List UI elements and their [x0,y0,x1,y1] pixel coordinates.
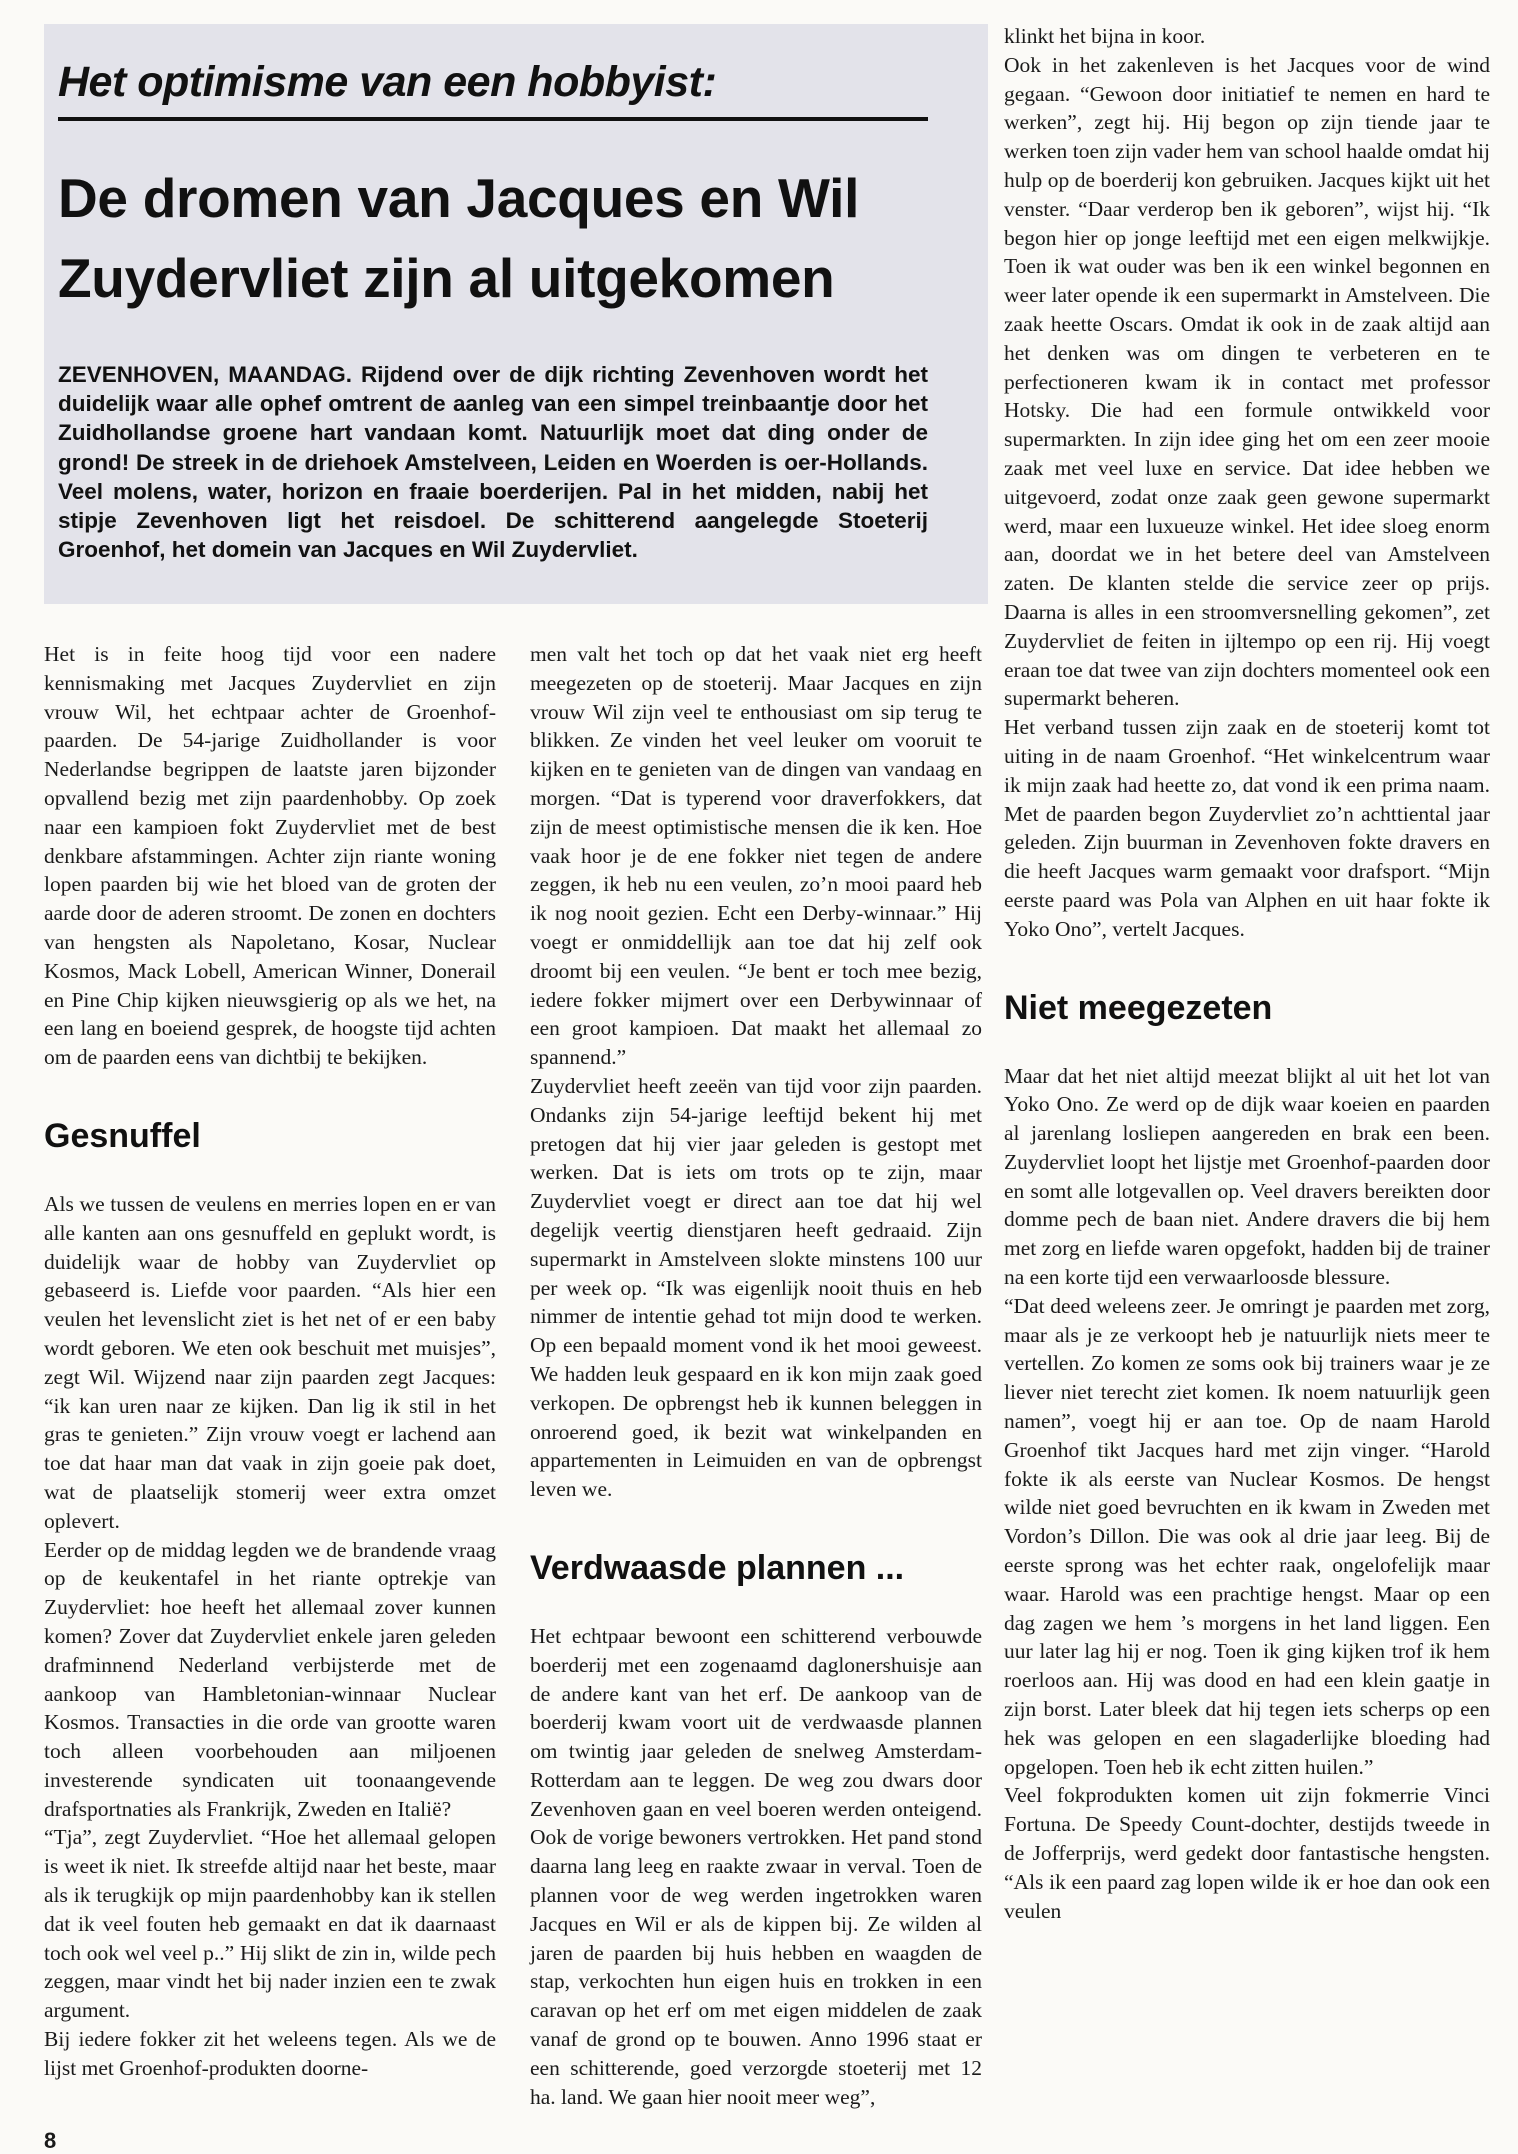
col3-paragraph-2: Ook in het zakenleven is het Jacques voor de wind gegaan. “Gewoon door initiatief te nemen en hard te werken”, zegt hij. Hij begon op zijn tiende jaar te werken toen zijn vader hem van school haalde omdat hij hulp op de boerderij kon gebruiken. Jacques kijkt uit het venster. “Daar verderop ben ik geboren”, wijst hij. “Ik begon hier op jonge leeftijd met een eigen melkwijkje. Toen ik wat ouder was ben ik een winkel begonnen en weer later opende ik een supermarkt in Amstelveen. Die zaak heette Oscars. Omdat ik ook in de zaak altijd aan het denken was om dingen te verbeteren en te perfectioneren kwam ik in contact met professor Hotsky. Die had een formule ontwikkeld voor supermarkten. In zijn idee ging het om een zeer mooie zaak met veel luxe en service. Dat idee hebben we uitgevoerd, zodat onze zaak geen gewone supermarkt werd, maar een luxueuze winkel. Het idee sloeg enorm aan, doordat we in het betere deel van Amstelveen zaten. De klanten stelde die service zeer op prijs. Daarna is alles in een stroomversnelling gekomen”, zet Zuydervliet de feiten in ijltempo op een rij. Hij voegt eraan toe dat twee van zijn dochters momenteel ook een supermarkt beheren. [1004,52,1490,711]
col1-paragraph-4: “Tja”, zegt Zuydervliet. “Hoe het allemaal gelopen is weet ik niet. Ik streefde altijd naar het beste, maar als ik terugkijk op mijn paardenhobby kan ik stellen dat ik veel fouten heb gemaakt en dat ik daarnaast toch ook wel veel p..” Hij slikt de zin in, wilde pech zeggen, maar vindt het bij nader inzien een te zwak argument. [44,1825,496,2023]
kicker-underline [58,117,928,121]
col3-paragraph-1: klinkt het bijna in koor. [1004,24,1206,48]
subhead-gesnuffel: Gesnuffel [44,1116,201,1155]
col1-paragraph-2: Als we tussen de veulens en merries lopen en er van alle kanten aan ons gesnuffeld en geplukt wordt, is duidelijk waar de hobby van Zuydervliet op gebaseerd is. Liefde voor paarden. “Als hier een veulen het levenslicht ziet is het net of er een baby wordt geboren. We eten ook beschuit met muisjes”, zegt Wil. Wijzend naar zijn paarden zegt Jacques: “ik kan uren naar ze kijken. Dan lig ik stil in het gras te genieten.” Zijn vrouw voegt er lachend aan toe dat haar man dat vaak in zijn goeie pak doet, wat de plaatselijk stomerij weer extra omzet oplevert. [44,1191,496,1533]
column-2 [530,640,982,2111]
col3-paragraph-6: Veel fokprodukten komen uit zijn fokmerrie Vinci Fortuna. De Speedy Count-dochter, destijds tweede in de Jofferprijs, werd gedekt door fantastische hengsten. “Als ik een paard zag lopen wilde ik er hoe dan ook een veulen [1004,1783,1490,1923]
headline-line-1: De dromen van Jacques en Wil [58,167,860,229]
headline-line-2: Zuydervliet zijn al uitgekomen [58,247,835,309]
col2-paragraph-1: men valt het toch op dat het vaak niet erg heeft meegezeten op de stoeterij. Maar Jacques en zijn vrouw Wil zijn veel te enthousiast om sip terug te blikken. Ze vinden het veel leuker om vooruit te kijken en te genieten van de dingen van vandaag en morgen. “Dat is typerend voor draverfokkers, dat zijn de meest optimistische mensen die ik ken. Hoe vaak hoor je de ene fokker niet tegen de andere zeggen, ik heb nu een veulen, zo’n mooi paard heb ik nog nooit gezien. Echt een Derby-winnaar.” Hij voegt er onmiddellijk aan toe dat hij zelf ook droomt bij een veulen. “Je bent er toch mee bezig, iedere fokker mijmert over een Derbywinnaar of een groot kampioen. Dat maakt het allemaal zo spannend.” [530,642,982,1070]
col2-paragraph-2: Zuydervliet heeft zeeën van tijd voor zijn paarden. Ondanks zijn 54-jarige leeftijd bekent hij met pretogen dat hij vier jaar geleden is gestopt met werken. Dat is iets om trots op te zijn, maar Zuydervliet voegt er direct aan toe dat hij wel degelijk veertig dienstjaren heeft gedraaid. Zijn supermarkt in Amstelveen slokte minstens 100 uur per week op. “Ik was eigenlijk nooit thuis en heb nimmer de intentie gehad tot mijn dood te werken. Op een bepaald moment vond ik het mooi geweest. We hadden leuk gespaard en ik kon mijn zaak goed verkopen. De opbrengst heb ik kunnen beleggen in onroerend goed, ik bezit wat winkelpanden en appartementen in Leimuiden en van de opbrengst leven we. [530,1073,982,1502]
page-number: 8 [44,2128,57,2153]
kicker-title: Het optimisme van een hobbyist: [58,58,717,106]
column-1 [44,640,496,2083]
col3-paragraph-3: Het verband tussen zijn zaak en de stoeterij komt tot uiting in de naam Groenhof. “Het winkelcentrum waar ik mijn zaak had heette zo, dat vond ik een prima naam. Met de paarden begon Zuydervliet zo’n achttiental jaar geleden. Zijn buurman in Zevenhoven fokte dravers en die heeft Jacques warm gemaakt voor drafsport. “Mijn eerste paard was Pola van Alphen en uit haar fokte ik Yoko Ono”, vertelt Jacques. [1004,715,1490,941]
col3-paragraph-5: “Dat deed weleens zeer. Je omringt je paarden met zorg, maar als je ze verkoopt heb je natuurlijk niets meer te vertellen. Zo komen ze soms ook bij trainers waar je ze liever niet terecht ziet komen. Ik noem natuurlijk geen namen”, voegt hij er aan toe. Op de naam Harold Groenhof tikt Jacques hard met zijn vinger. “Harold fokte ik als eerste van Nuclear Kosmos. De hengst wilde niet goed bevruchten en ik kwam in Zweden met Vordon’s Dillon. Die was ook al drie jaar leeg. Bij de eerste sprong was het echter raak, ongelofelijk maar waar. Harold was een prachtige hengst. Maar op een dag zagen we hem ’s morgens in het land liggen. Een uur later lag hij er nog. Toen ik ging kijken trof ik hem roerloos aan. Hij was dood en had een klein gaatje in zijn borst. Later bleek dat hij tegen iets scherps op een hek was gelopen en een slagaderlijke bloeding had opgelopen. Toen heb ik echt zitten huilen.” [1004,1293,1490,1779]
col1-paragraph-5: Bij iedere fokker zit het weleens tegen. Als we de lijst met Groenhof-produkten doorne- [44,2027,496,2080]
col2-paragraph-3: Het echtpaar bewoont een schitterend verbouwde boerderij met een zogenaamd daglonershuisje aan de andere kant van het erf. De aankoop van de boerderij kwam voort uit de verdwaasde plannen om twintig jaar geleden de snelweg Amsterdam-Rotterdam aan te leggen. De weg zou dwars door Zevenhoven gaan en veel boeren werden onteigend. Ook de vorige bewoners vertrokken. Het pand stond daarna lang leeg en raakte zwaar in verval. Toen de plannen voor de weg werden ingetrokken waren Jacques en Wil er als de kippen bij. Ze wilden al jaren de paarden bij huis hebben en waagden de stap, verkochten hun eigen huis en trokken in een caravan op het erf om met eigen middelen de zaak vanaf de grond op te bouwen. Anno 1996 staat er een schitterende, goed verzorgde stoeterij met 12 ha. land. We gaan hier nooit meer weg”, [530,1623,982,2109]
column-3 [1004,22,1490,1925]
col3-paragraph-4: Maar dat het niet altijd meezat blijkt al uit het lot van Yoko Ono. Ze werd op de dijk waar koeien en paarden al jarenlang losliepen aangereden en brak een been. Zuydervliet loopt het lijstje met Groenhof-paarden door en somt alle lotgevallen op. Veel dravers bereikten door domme pech de baan niet. Andere dravers die bij hem met zorg en liefde waren opgefokt, hadden bij de trainer na een korte tijd een verwaarloosde blessure. [1004,1063,1490,1290]
lead-paragraph: ZEVENHOVEN, MAANDAG. Rijdend over de dijk richting Zevenhoven wordt het duidelijk waar alle ophef omtrent de aanleg van een simpel treinbaantje door het Zuidhollandse groene hart vandaan komt. Natuurlijk moet dat ding onder de grond! De streek in de driehoek Amstelveen, Leiden en Woerden is oer-Hollands. Veel molens, water, horizon en fraaie boerderijen. Pal in het midden, nabij het stipje Zevenhoven ligt het reisdoel. De schitterend aangelegde Stoeterij Groenhof, het domein van Jacques en Wil Zuydervliet. [58,362,928,563]
col1-paragraph-1: Het is in feite hoog tijd voor een nadere kennismaking met Jacques Zuydervliet en zijn vrouw Wil, het echtpaar achter de Groenhof-paarden. De 54-jarige Zuidhollander is voor Nederlandse begrippen de laatste jaren bijzonder opvallend bezig met zijn paardenhobby. Op zoek naar een kampioen fokt Zuydervliet met de best denkbare afstammingen. Achter zijn riante woning lopen paarden bij wie het bloed van de groten der aarde door de aderen stroomt. De zonen en dochters van hengsten als Napoletano, Kosar, Nuclear Kosmos, Mack Lobell, American Winner, Donerail en Pine Chip kijken nieuwsgierig op als we het, na een lang en boeiend gesprek, de hoogste tijd achten om de paarden eens van dichtbij te bekijken. [44,642,496,1070]
headline [58,158,938,318]
col1-paragraph-3: Eerder op de middag legden we de brandende vraag op de keukentafel in het riante optrekje van Zuydervliet: hoe heeft het allemaal zover kunnen komen? Zover dat Zuydervliet enkele jaren geleden drafminnend Nederland verbijsterde met de aankoop van Hambletonian-winnaar Nuclear Kosmos. Transacties in die orde van grootte waren toch alleen voorbehouden aan miljoenen investerende syndicaten uit toonaangevende drafsportnaties als Frankrijk, Zweden en Italië? [44,1537,496,1821]
subhead-niet-meegezeten: Niet meegezeten [1004,988,1273,1027]
subhead-verdwaasde-plannen: Verdwaasde plannen ... [530,1548,905,1587]
